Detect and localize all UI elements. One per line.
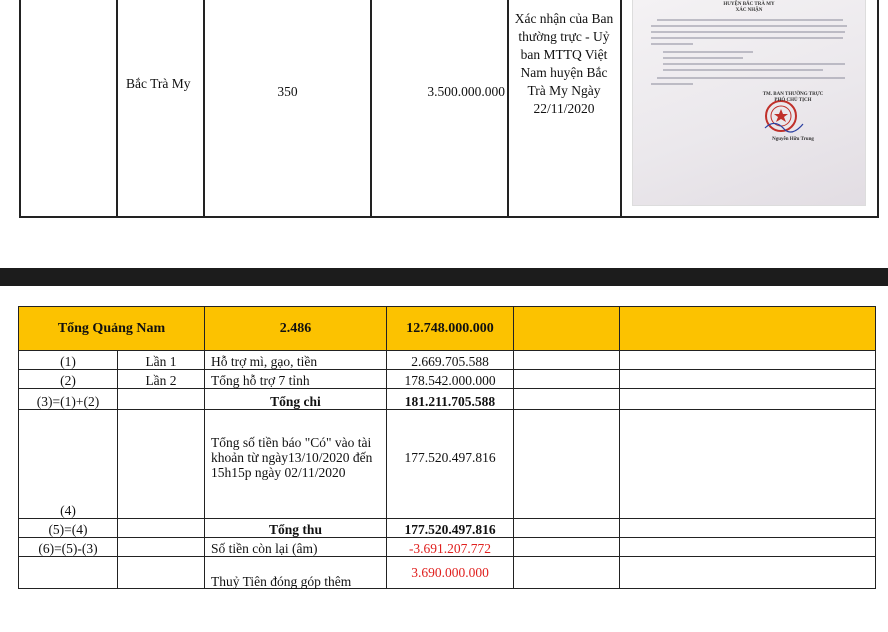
table-row — [19, 351, 876, 370]
table-border — [19, 216, 879, 218]
row-desc: Thuỷ Tiên đóng góp thêm — [205, 557, 387, 589]
row-desc: Tổng chi — [205, 389, 387, 410]
table-border — [507, 0, 509, 218]
empty-cell — [620, 538, 876, 557]
empty-cell — [514, 351, 620, 370]
row-amount-negative: -3.691.207.772 — [387, 538, 514, 557]
doc-sign-title: TM. BAN THƯỜNG TRỰC — [762, 92, 824, 97]
empty-cell — [514, 410, 620, 519]
table-row — [19, 538, 876, 557]
row-amount: 177.520.497.816 — [387, 519, 514, 538]
empty-cell — [620, 519, 876, 538]
row-amount: 2.669.705.588 — [387, 351, 514, 370]
empty-cell — [620, 370, 876, 389]
table-border — [877, 0, 879, 218]
row-amount: 3.690.000.000 — [387, 557, 514, 589]
row-code: (1) — [19, 351, 118, 370]
empty-cell — [620, 410, 876, 519]
doc-sign-role: PHÓ CHỦ TỊCH — [774, 98, 812, 103]
row-code: (6)=(5)-(3) — [19, 538, 118, 557]
row-round — [118, 389, 205, 410]
location-cell: Bắc Trà My — [126, 76, 191, 91]
empty-cell — [514, 557, 620, 589]
doc-title: XÁC NHẬN — [735, 8, 763, 13]
empty-cell — [620, 389, 876, 410]
empty-cell — [514, 538, 620, 557]
row-amount: 178.542.000.000 — [387, 370, 514, 389]
empty-cell — [620, 557, 876, 589]
households-cell: 350 — [277, 84, 298, 99]
table-row — [19, 410, 876, 519]
summary-table — [18, 306, 876, 589]
total-label: Tổng Quảng Nam — [19, 307, 205, 351]
confirmation-document-photo — [633, 0, 865, 205]
amount-cell: 3.500.000.000 — [427, 84, 505, 99]
table-border — [19, 0, 21, 218]
row-desc: Hỗ trợ mì, gạo, tiền — [205, 351, 387, 370]
row-code — [19, 557, 118, 589]
row-round: Lần 1 — [118, 351, 205, 370]
table-border — [620, 0, 622, 218]
row-code: (2) — [19, 370, 118, 389]
table-row — [19, 370, 876, 389]
table-border — [370, 0, 372, 218]
row-amount: 177.520.497.816 — [387, 410, 514, 519]
row-desc: Tổng hỗ trợ 7 tỉnh — [205, 370, 387, 389]
confirmation-cell: Xác nhận của Ban thường trực - Uỷ ban MTTQ Việt Nam huyện Bắc Trà My Ngày 22/11/2020 — [514, 11, 614, 116]
total-amount: 12.748.000.000 — [387, 307, 514, 351]
row-code: (5)=(4) — [19, 519, 118, 538]
page-separator — [0, 268, 888, 286]
table-border — [203, 0, 205, 218]
row-desc: Tổng số tiền báo "Có" vào tài khoản từ ngày13/10/2020 đến 15h15p ngày 02/11/2020 — [205, 410, 387, 519]
row-desc: Tổng thu — [205, 519, 387, 538]
empty-cell — [514, 389, 620, 410]
row-code: (4) — [19, 410, 118, 519]
doc-header: HUYỆN BẮC TRÀ MY — [723, 2, 775, 7]
empty-cell — [514, 519, 620, 538]
empty-cell — [620, 307, 876, 351]
table-row — [19, 519, 876, 538]
row-code: (3)=(1)+(2) — [19, 389, 118, 410]
row-amount: 181.211.705.588 — [387, 389, 514, 410]
row-round — [118, 557, 205, 589]
row-round — [118, 538, 205, 557]
empty-cell — [514, 307, 620, 351]
table-border — [116, 0, 118, 218]
row-round: Lần 2 — [118, 370, 205, 389]
doc-signer: Nguyễn Hữu Trung — [772, 137, 814, 142]
row-round — [118, 519, 205, 538]
table-row — [19, 557, 876, 589]
empty-cell — [514, 370, 620, 389]
table-row — [19, 389, 876, 410]
empty-cell — [620, 351, 876, 370]
row-desc: Số tiền còn lại (âm) — [205, 538, 387, 557]
summary-header-row — [19, 307, 876, 351]
total-count: 2.486 — [205, 307, 387, 351]
row-round — [118, 410, 205, 519]
